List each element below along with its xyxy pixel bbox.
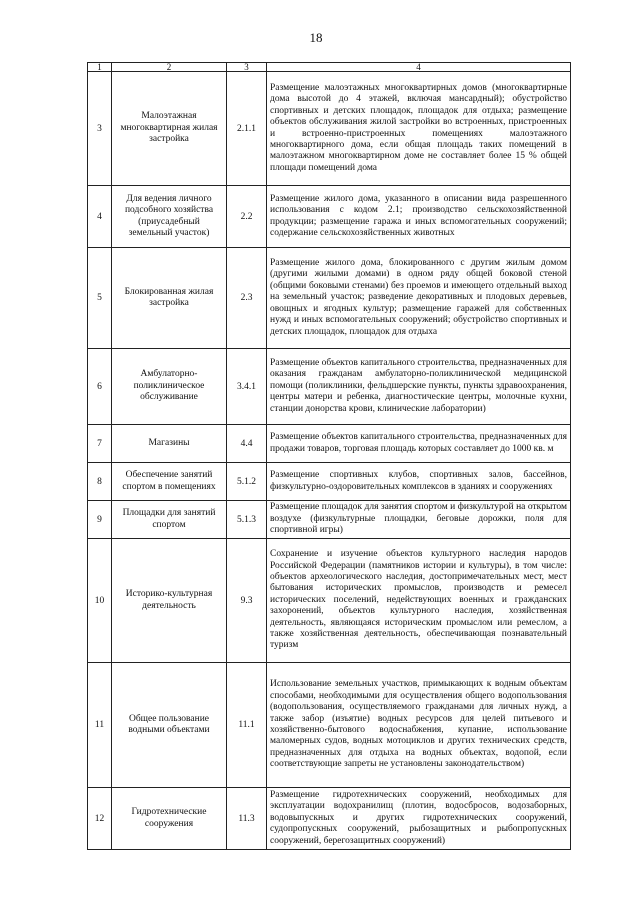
header-col-2: 2 xyxy=(112,63,227,72)
table-row xyxy=(88,349,571,425)
row-number: 12 xyxy=(88,788,112,850)
use-type-name: Малоэтажная многоквартирная жилая застройка xyxy=(120,111,218,145)
use-type-description: Размещение объектов капитального строительства, предназначенных для оказания гражданам амбулаторно-поликлинической медицинской помощи (поликлиники, фельдшерские пункты, пункты здравоохранения, центры матери и ребенка, диагностические центры, молочные кухни, станции донорства крови, клинические лаборатории) xyxy=(267,349,571,425)
table-row xyxy=(88,72,571,186)
use-type-description: Размещение жилого дома, блокированного с другим жилым домом (другими жилыми домами) в одном ряду общей боковой стеной (общими боковыми стенами) без проемов и имеющего отдельный выход на земельный участок; разведение декоративных и плодовых деревьев, овощных и ягодных культур; размещение гаражей для собственных нужд и иных вспомогательных сооружений; обустройство спортивных и детских площадок, площадок для отдыха xyxy=(267,248,571,349)
use-type-name: Амбулаторно-поликлиническое обслуживание xyxy=(133,369,205,403)
use-type-code: 4.4 xyxy=(227,425,267,463)
use-type-name: Для ведения личного подсобного хозяйства (приусадебный земельный участок) xyxy=(124,193,214,238)
use-type-description: Размещение площадок для занятия спортом и физкультурой на открытом воздухе (физкультурные площадки, беговые дорожки, поля для спортивной игры) xyxy=(267,501,571,539)
use-type-description: Размещение жилого дома, указанного в описании вида разрешенного использования с кодом 2.1; производство сельскохозяйственной продукции; размещение гаража и иных вспомогательных сооружений; содержание сельскохозяйственных животных xyxy=(267,186,571,248)
table-row xyxy=(88,663,571,788)
table-row xyxy=(88,539,571,663)
use-type-description: Сохранение и изучение объектов культурного наследия народов Российской Федерации (памятников истории и культуры), в том числе: объектов археологического наследия, достопримечательных мест, мест бытования исторических промыслов, производств и ремесел исторических поселений, недействующих военных и гражданских захоронений, объектов культурного наследия, хозяйственная деятельность, являющаяся историческим промыслом или ремеслом, а также хозяйственная деятельность, обеспечивающая познавательный туризм xyxy=(267,539,571,663)
use-type-code: 2.3 xyxy=(227,248,267,349)
use-type-code: 2.2 xyxy=(227,186,267,248)
table-row xyxy=(88,425,571,463)
use-type-code: 2.1.1 xyxy=(227,72,267,186)
use-type-description: Размещение малоэтажных многоквартирных домов (многоквартирные дома высотой до 4 этажей, включая мансардный); обустройство спортивных и детских площадок, площадок для отдыха; размещение объектов обслуживания жилой застройки во встроенных, пристроенных и встроенно-пристроенных помещениях малоэтажного многоквартирного дома, если общая площадь таких помещений в малоэтажном многоквартирном доме не составляет более 15 % общей площади помещений дома xyxy=(267,72,571,186)
header-col-1: 1 xyxy=(88,63,112,72)
use-type-code: 11.3 xyxy=(227,788,267,850)
table-row xyxy=(88,186,571,248)
use-type-name: Блокированная жилая застройка xyxy=(124,286,214,308)
use-type-description: Размещение гидротехнических сооружений, необходимых для эксплуатации водохранилищ (плотин, водосбросов, водозаборных, водовыпускных и других гидротехнических сооружений, судопропускных сооружений, рыбозащитных и рыбопропускных сооружений, берегозащитных сооружений) xyxy=(267,788,571,850)
row-number: 11 xyxy=(88,663,112,788)
row-number: 3 xyxy=(88,72,112,186)
use-type-name: Обеспечение занятий спортом в помещениях xyxy=(122,470,216,492)
use-type-code: 5.1.2 xyxy=(227,463,267,501)
use-type-code: 3.4.1 xyxy=(227,349,267,425)
table-row xyxy=(88,501,571,539)
row-number: 7 xyxy=(88,425,112,463)
row-number: 8 xyxy=(88,463,112,501)
land-use-table xyxy=(87,62,571,850)
use-type-name: Общее пользование водными объектами xyxy=(128,713,210,735)
row-number: 4 xyxy=(88,186,112,248)
use-type-name: Площадки для занятий спортом xyxy=(122,508,216,530)
use-type-description: Размещение спортивных клубов, спортивных залов, бассейнов, физкультурно-оздоровительных комплексов в зданиях и сооружениях xyxy=(267,463,571,501)
row-number: 10 xyxy=(88,539,112,663)
use-type-description: Использование земельных участков, примыкающих к водным объектам способами, необходимыми для осуществления общего водопользования (водопользования, осуществляемого гражданами для личных нужд, а также забор (изъятие) водных ресурсов для целей питьевого и хозяйственно-бытового водоснабжения, купание, использование маломерных судов, водных мотоциклов и других технических средств, предназначенных для отдыха на водных объектах, водопой, если соответствующие запреты не установлены законодательством) xyxy=(267,663,571,788)
header-col-4: 4 xyxy=(267,63,571,72)
header-col-3: 3 xyxy=(227,63,267,72)
row-number: 9 xyxy=(88,501,112,539)
use-type-description: Размещение объектов капитального строительства, предназначенных для продажи товаров, торговая площадь которых составляет до 1000 кв. м xyxy=(267,425,571,463)
use-type-code: 5.1.3 xyxy=(227,501,267,539)
table-row xyxy=(88,463,571,501)
table-row xyxy=(88,248,571,349)
use-type-name: Гидротехнические сооружения xyxy=(131,807,207,829)
table-row xyxy=(88,788,571,850)
row-number: 5 xyxy=(88,248,112,349)
table-header-row xyxy=(88,63,571,72)
use-type-code: 9.3 xyxy=(227,539,267,663)
use-type-code: 11.1 xyxy=(227,663,267,788)
page-number: 18 xyxy=(309,30,323,45)
use-type-name: Историко-культурная деятельность xyxy=(125,589,213,611)
row-number: 6 xyxy=(88,349,112,425)
use-type-name: Магазины xyxy=(148,437,190,448)
